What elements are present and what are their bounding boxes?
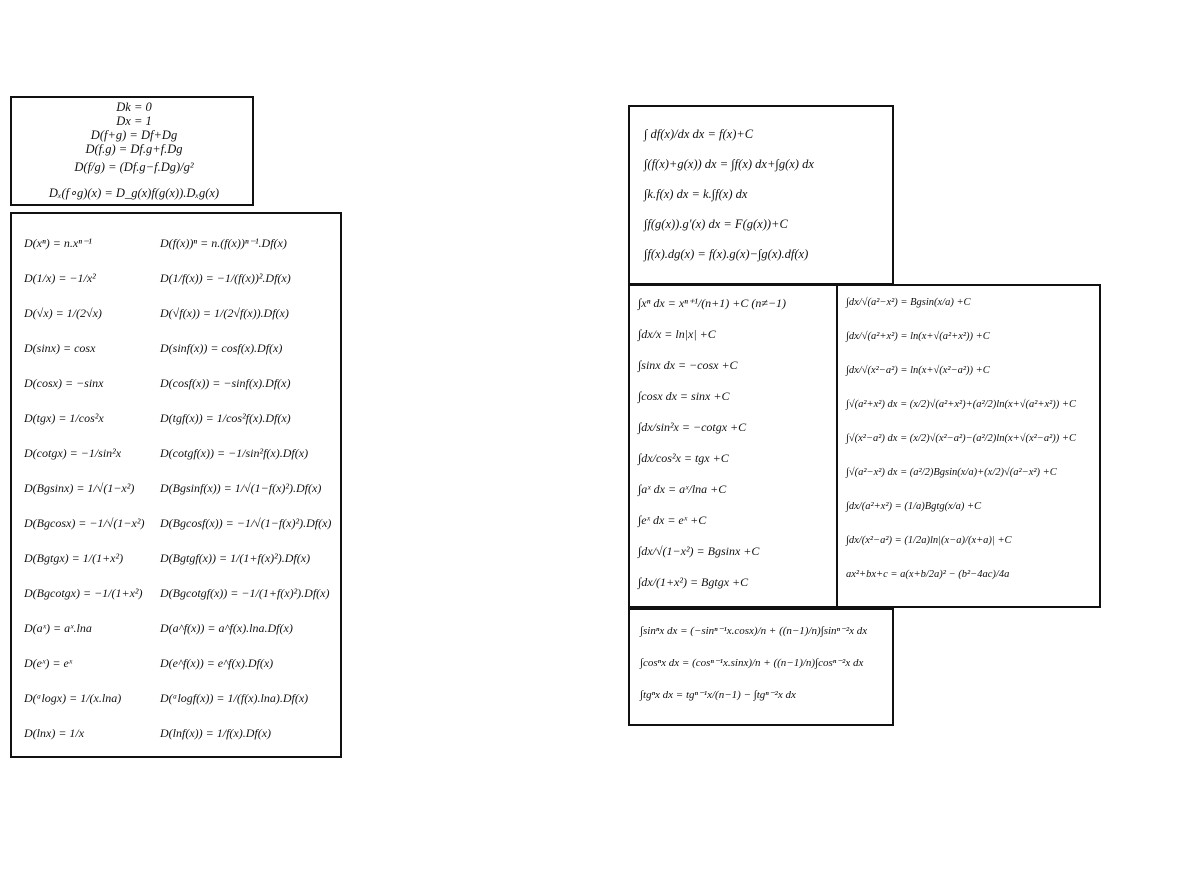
formula: ∫dx/sin²x = −cotgx +C [638,420,747,434]
formula: D(ᵃlogf(x)) = 1/(f(x).lna).Df(x) [160,691,309,705]
formula: ∫dx/√(x²−a²) = ln(x+√(x²−a²)) +C [846,365,990,376]
formula: D(Bgcosx) = −1/√(1−x²) [24,516,145,530]
formula: ∫dx/√(a²−x²) = Bgsin(x/a) +C [846,297,971,308]
formula: D(eˣ) = eˣ [24,656,73,670]
formula: D(f/g) = (Df.g−f.Dg)/g² [74,160,194,174]
formula: ∫dx/√(1−x²) = Bgsinx +C [638,544,760,558]
formula: ∫k.f(x) dx = k.∫f(x) dx [644,187,748,201]
formula: ∫sinⁿx dx = (−sinⁿ⁻¹x.cosx)/n + ((n−1)/n)∫sinⁿ⁻²x dx [640,625,868,637]
formula: D(cosx) = −sinx [24,376,104,390]
formula: D(f.g) = Df.g+f.Dg [85,142,183,156]
formula: D(sinf(x)) = cosf(x).Df(x) [160,341,283,355]
formula: D(Bgcotgf(x)) = −1/(1+f(x)²).Df(x) [160,586,330,600]
formula: D(Bgtgx) = 1/(1+x²) [24,551,124,565]
formula: D(aˣ) = aˣ.lna [24,621,92,635]
formula: ∫aˣ dx = aˣ/lna +C [638,482,727,496]
formula: ∫f(x).dg(x) = f(x).g(x)−∫g(x).df(x) [644,247,809,261]
formula: D(cotgf(x)) = −1/sin²f(x).Df(x) [160,446,309,460]
formula: D(1/f(x)) = −1/(f(x))².Df(x) [160,271,291,285]
basic-integrals-box [628,284,838,608]
formula: D(tgx) = 1/cos²x [24,411,104,425]
formula: D(cosf(x)) = −sinf(x).Df(x) [160,376,291,390]
formula: ∫√(a²+x²) dx = (x/2)√(a²+x²)+(a²/2)ln(x+√(a²+x²)) +C [846,399,1076,410]
formula: D(1/x) = −1/x² [24,271,96,285]
formula: ax²+bx+c = a(x+b/2a)² − (b²−4ac)/4a [846,569,1010,580]
reduction-integrals-box [628,608,894,726]
formula: D(f+g) = Df+Dg [90,128,178,142]
formula: ∫dx/cos²x = tgx +C [638,451,729,465]
derivative-table-box [10,212,342,758]
formula: D(lnf(x)) = 1/f(x).Df(x) [160,726,272,740]
formula: ∫dx/x = ln|x| +C [638,327,716,341]
formula: D(xⁿ) = n.xⁿ⁻¹ [24,236,92,250]
formula: D(ᵃlogx) = 1/(x.lna) [24,691,122,705]
formula: D(√f(x)) = 1/(2√f(x)).Df(x) [160,306,289,320]
advanced-integrals-box [836,284,1101,608]
formula: ∫√(x²−a²) dx = (x/2)√(x²−a²)−(a²/2)ln(x+√(x²−a²)) +C [846,433,1076,444]
formula: ∫dx/(1+x²) = Bgtgx +C [638,575,749,589]
formula: Dx = 1 [116,114,152,128]
formula: Dₓ(f∘g)(x) = D_g(x)f(g(x)).Dₓg(x) [48,186,220,200]
formula: D(√x) = 1/(2√x) [24,306,102,320]
formula: ∫√(a²−x²) dx = (a²/2)Bgsin(x/a)+(x/2)√(a²−x²) +C [846,467,1057,478]
derivative-rules-box [10,96,254,206]
formula: ∫cosⁿx dx = (cosⁿ⁻¹x.sinx)/n + ((n−1)/n)∫cosⁿ⁻²x dx [640,657,864,669]
integral-rules-box [628,105,894,285]
formula: D(sinx) = cosx [24,341,96,355]
formula: ∫(f(x)+g(x)) dx = ∫f(x) dx+∫g(x) dx [644,157,814,171]
formula: D(e^f(x)) = e^f(x).Df(x) [160,656,274,670]
formula: D(Bgsinx) = 1/√(1−x²) [24,481,135,495]
formula: ∫sinx dx = −cosx +C [638,358,738,372]
formula: ∫f(g(x)).g′(x) dx = F(g(x))+C [644,217,788,231]
formula: D(Bgsinf(x)) = 1/√(1−f(x)²).Df(x) [160,481,322,495]
formula: ∫dx/(a²+x²) = (1/a)Bgtg(x/a) +C [846,501,982,512]
formula: D(cotgx) = −1/sin²x [24,446,122,460]
formula: ∫dx/(x²−a²) = (1/2a)ln|(x−a)/(x+a)| +C [846,535,1012,546]
formula: D(f(x))ⁿ = n.(f(x))ⁿ⁻¹.Df(x) [160,236,287,250]
formula: D(tgf(x)) = 1/cos²f(x).Df(x) [160,411,291,425]
formula: Dk = 0 [116,100,152,114]
formula: ∫ df(x)/dx dx = f(x)+C [644,127,754,141]
formula: D(a^f(x)) = a^f(x).lna.Df(x) [160,621,293,635]
formula: D(lnx) = 1/x [24,726,85,740]
formula: D(Bgcotgx) = −1/(1+x²) [24,586,143,600]
formula: D(Bgtgf(x)) = 1/(1+f(x)²).Df(x) [160,551,311,565]
formula: ∫tgⁿx dx = tgⁿ⁻¹x/(n−1) − ∫tgⁿ⁻²x dx [640,689,796,701]
formula: ∫eˣ dx = eˣ +C [638,513,707,527]
formula: ∫cosx dx = sinx +C [638,389,730,403]
formula: ∫dx/√(a²+x²) = ln(x+√(a²+x²)) +C [846,331,990,342]
formula: ∫xⁿ dx = xⁿ⁺¹/(n+1) +C (n≠−1) [638,296,787,310]
formula: D(Bgcosf(x)) = −1/√(1−f(x)²).Df(x) [160,516,332,530]
